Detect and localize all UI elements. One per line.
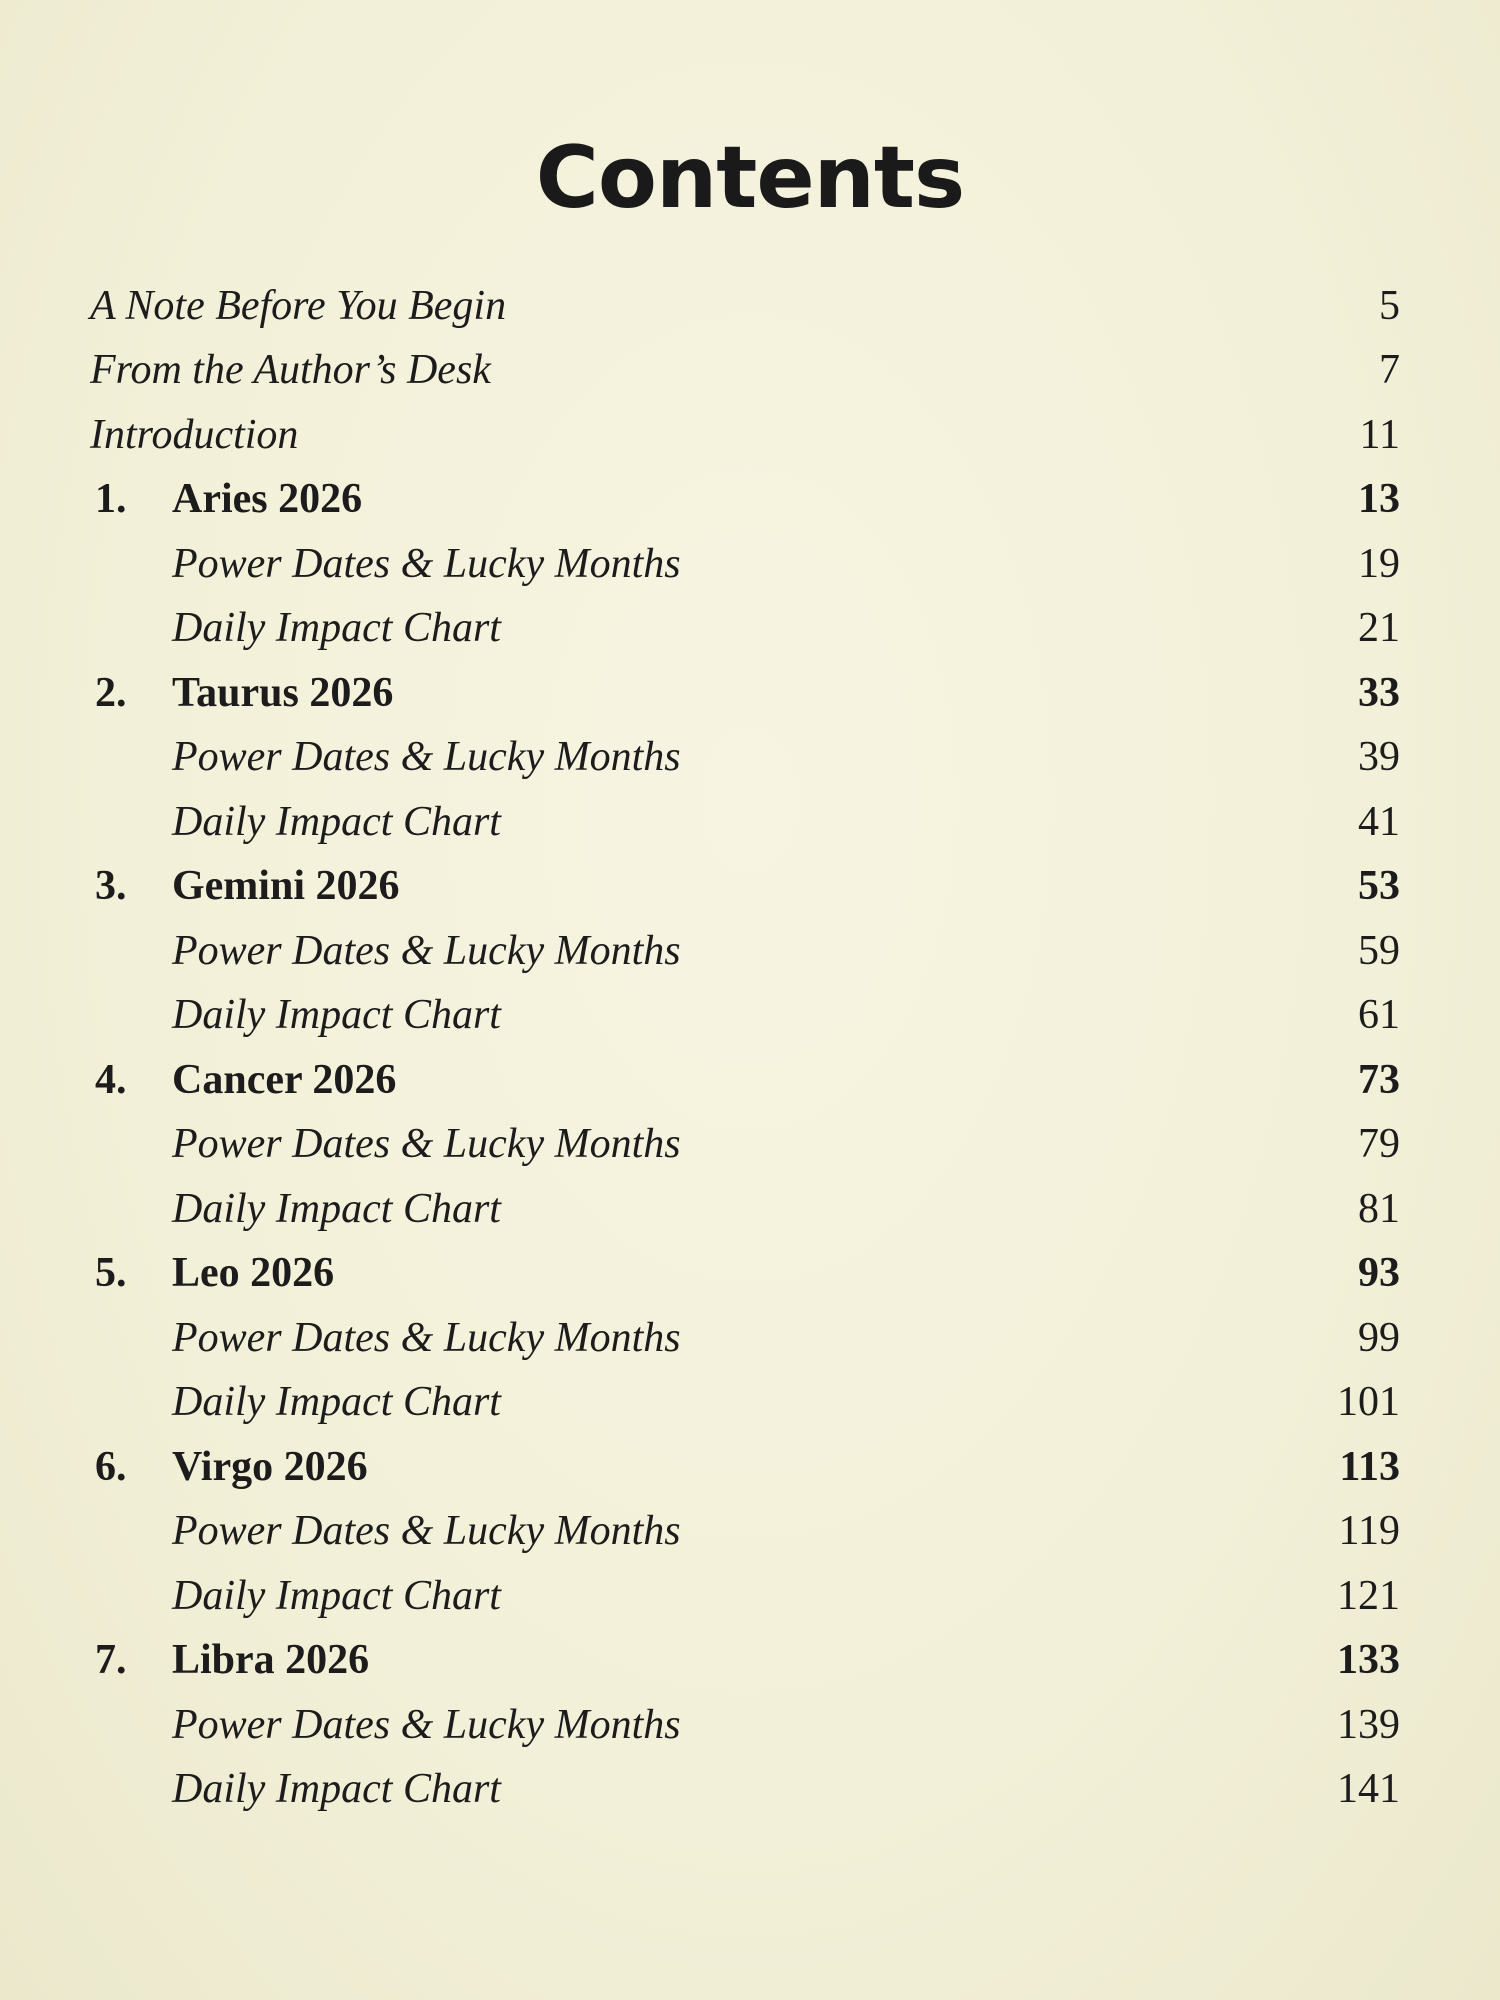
- toc-page-number: 21: [1358, 605, 1400, 651]
- toc-subsection-entry: [0, 1501, 1500, 1566]
- toc-page-number: 61: [1358, 992, 1400, 1038]
- chapter-number: 3.: [95, 863, 127, 909]
- toc-entry-label: Daily Impact Chart: [172, 1766, 501, 1812]
- toc-chapter-entry: [0, 1436, 1500, 1501]
- toc-entry-label: Daily Impact Chart: [172, 992, 501, 1038]
- toc-entry-label: Daily Impact Chart: [172, 1379, 501, 1425]
- toc-subsection-entry: [0, 985, 1500, 1050]
- toc-entry-label: Daily Impact Chart: [172, 605, 501, 651]
- toc-page-number: 121: [1337, 1572, 1400, 1619]
- toc-page-number: 33: [1358, 669, 1400, 716]
- toc-entry-label: Aries 2026: [172, 476, 363, 522]
- toc-page-number: 39: [1358, 734, 1400, 780]
- toc-page-number: 59: [1358, 927, 1400, 974]
- chapter-number: 6.: [95, 1443, 127, 1490]
- toc-subsection-entry: [0, 920, 1500, 985]
- toc-page-number: 11: [1359, 411, 1400, 458]
- toc-entry-label: Power Dates & Lucky Months: [172, 1508, 681, 1554]
- toc-entry-label: Daily Impact Chart: [172, 1185, 501, 1232]
- toc-entry-label: Power Dates & Lucky Months: [172, 734, 681, 780]
- toc-chapter-entry: [0, 1630, 1500, 1695]
- toc-front-matter-entry: [0, 404, 1500, 469]
- toc-chapter-entry: [0, 1049, 1500, 1114]
- toc-page-number: 141: [1337, 1766, 1400, 1812]
- toc-entry-label: Introduction: [90, 411, 299, 458]
- toc-page-number: 81: [1358, 1185, 1400, 1232]
- toc-entry-label: Virgo 2026: [172, 1443, 368, 1490]
- toc-page-number: 93: [1358, 1250, 1400, 1296]
- toc-subsection-entry: [0, 1565, 1500, 1630]
- chapter-number: 5.: [95, 1250, 127, 1296]
- toc-subsection-entry: [0, 727, 1500, 792]
- toc-page-number: 13: [1358, 476, 1400, 522]
- chapter-number: 1.: [95, 476, 127, 522]
- toc-page-number: 19: [1358, 540, 1400, 587]
- toc-page-number: 119: [1338, 1508, 1400, 1554]
- toc-entry-label: Power Dates & Lucky Months: [172, 1314, 681, 1361]
- toc-entry-label: Taurus 2026: [172, 669, 394, 716]
- toc-entry-label: Leo 2026: [172, 1250, 335, 1296]
- toc-page-number: 73: [1358, 1056, 1400, 1103]
- toc-page-number: 133: [1337, 1637, 1400, 1683]
- toc-entry-label: Libra 2026: [172, 1637, 370, 1683]
- toc-page-number: 139: [1337, 1701, 1400, 1748]
- toc-subsection-entry: [0, 1178, 1500, 1243]
- toc-entry-label: Gemini 2026: [172, 863, 400, 909]
- toc-page-number: 113: [1339, 1443, 1400, 1490]
- toc-page-number: 99: [1358, 1314, 1400, 1361]
- toc-subsection-entry: [0, 1759, 1500, 1824]
- table-of-contents: [0, 275, 1500, 1823]
- toc-subsection-entry: [0, 791, 1500, 856]
- chapter-number: 4.: [95, 1056, 127, 1103]
- toc-page-number: 7: [1379, 347, 1400, 393]
- toc-page-number: 79: [1358, 1121, 1400, 1167]
- toc-subsection-entry: [0, 533, 1500, 598]
- toc-subsection-entry: [0, 1372, 1500, 1437]
- toc-chapter-entry: [0, 856, 1500, 921]
- chapter-number: 2.: [95, 669, 127, 716]
- toc-subsection-entry: [0, 1114, 1500, 1179]
- toc-subsection-entry: [0, 598, 1500, 663]
- chapter-number: 7.: [95, 1637, 127, 1683]
- toc-page-number: 101: [1337, 1379, 1400, 1425]
- toc-entry-label: A Note Before You Begin: [90, 282, 507, 329]
- toc-entry-label: Power Dates & Lucky Months: [172, 927, 681, 974]
- toc-front-matter-entry: [0, 275, 1500, 340]
- toc-front-matter-entry: [0, 340, 1500, 405]
- page-title: Contents: [535, 128, 965, 228]
- toc-page-number: 41: [1358, 798, 1400, 845]
- toc-entry-label: Cancer 2026: [172, 1056, 397, 1103]
- toc-entry-label: Daily Impact Chart: [172, 1572, 501, 1619]
- toc-entry-label: Power Dates & Lucky Months: [172, 1121, 681, 1167]
- toc-page-number: 5: [1379, 282, 1400, 329]
- toc-subsection-entry: [0, 1694, 1500, 1759]
- toc-chapter-entry: [0, 662, 1500, 727]
- toc-chapter-entry: [0, 1243, 1500, 1308]
- toc-entry-label: From the Author’s Desk: [90, 347, 491, 393]
- toc-chapter-entry: [0, 469, 1500, 534]
- toc-entry-label: Power Dates & Lucky Months: [172, 540, 681, 587]
- toc-subsection-entry: [0, 1307, 1500, 1372]
- toc-entry-label: Power Dates & Lucky Months: [172, 1701, 681, 1748]
- toc-page-number: 53: [1358, 863, 1400, 909]
- toc-entry-label: Daily Impact Chart: [172, 798, 501, 845]
